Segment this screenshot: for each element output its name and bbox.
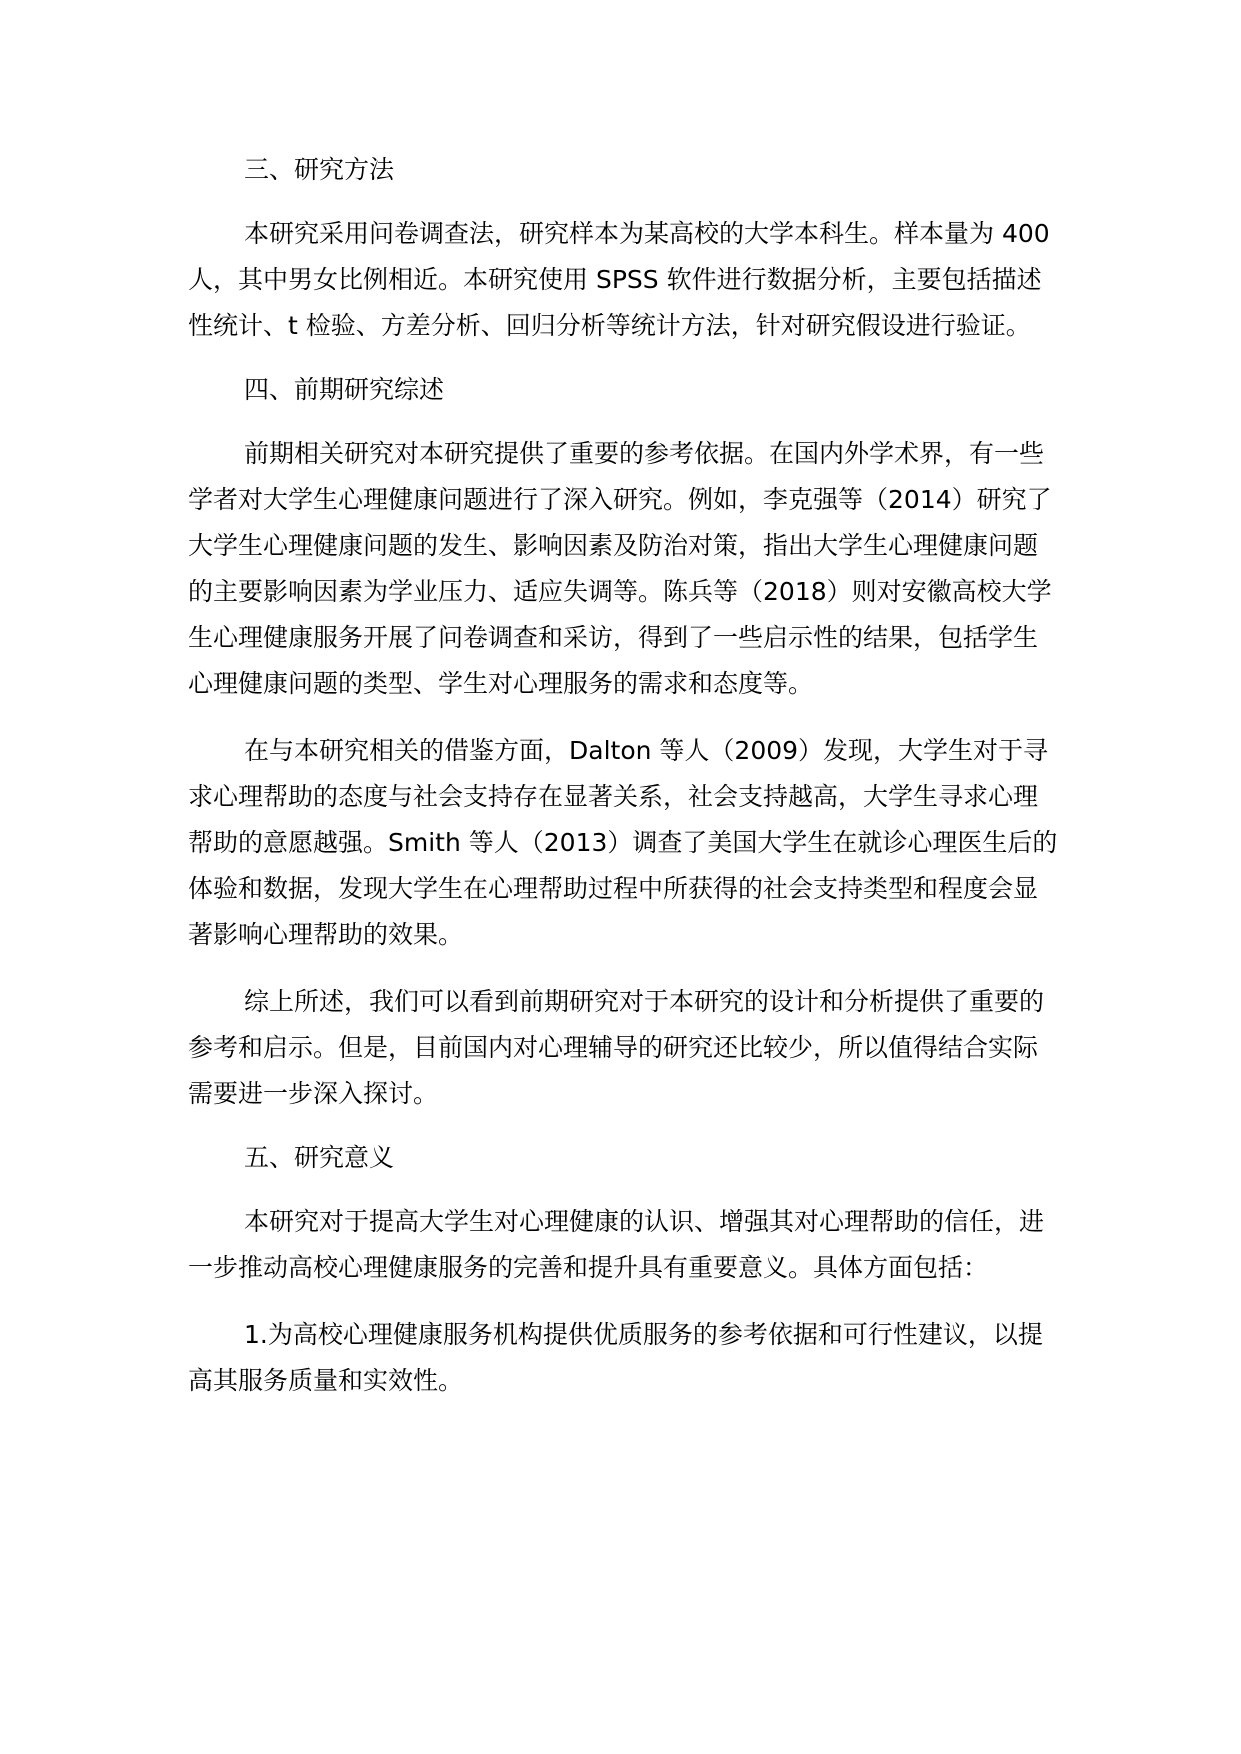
paragraph-literature-summary: 综上所述，我们可以看到前期研究对于本研究的设计和分析提供了重要的参考和启示。但是，目前国内对心理辅导的研究还比较少，所以值得结合实际需要进一步深入探讨。 [188,987,1045,1108]
section-heading-methods: 三、研究方法 [244,155,395,184]
document-page [188,150,1060,1425]
paragraph-methods: 本研究采用问卷调查法，研究样本为某高校的大学本科生。样本量为 400 人，其中男女比例相近。本研究使用 SPSS 软件进行数据分析，主要包括描述性统计、t 检验、方差分析、回归分析等统计方法，针对研究假设进行验证。 [188,219,1050,340]
paragraph-significance-item-1: 1.为高校心理健康服务机构提供优质服务的参考依据和可行性建议，以提高其服务质量和实效性。 [188,1320,1043,1395]
section-heading-significance: 五、研究意义 [244,1143,395,1172]
paragraph-literature-foreign: 在与本研究相关的借鉴方面，Dalton 等人（2009）发现，大学生对于寻求心理帮助的态度与社会支持存在显著关系，社会支持越高，大学生寻求心理帮助的意愿越强。Smith 等人（2013）调查了美国大学生在就诊心理医生后的体验和数据，发现大学生在心理帮助过程中所获得的社会支持类型和程度会显著影响心理帮助的效果。 [188,736,1058,949]
paragraph-literature-domestic: 前期相关研究对本研究提供了重要的参考依据。在国内外学术界，有一些学者对大学生心理健康问题进行了深入研究。例如，李克强等（2014）研究了大学生心理健康问题的发生、影响因素及防治对策，指出大学生心理健康问题的主要影响因素为学业压力、适应失调等。陈兵等（2018）则对安徽高校大学生心理健康服务开展了问卷调查和采访，得到了一些启示性的结果，包括学生心理健康问题的类型、学生对心理服务的需求和态度等。 [188,439,1052,698]
paragraph-significance-intro: 本研究对于提高大学生对心理健康的认识、增强其对心理帮助的信任，进一步推动高校心理健康服务的完善和提升具有重要意义。具体方面包括： [188,1207,1045,1282]
section-heading-literature-review: 四、前期研究综述 [244,375,445,404]
